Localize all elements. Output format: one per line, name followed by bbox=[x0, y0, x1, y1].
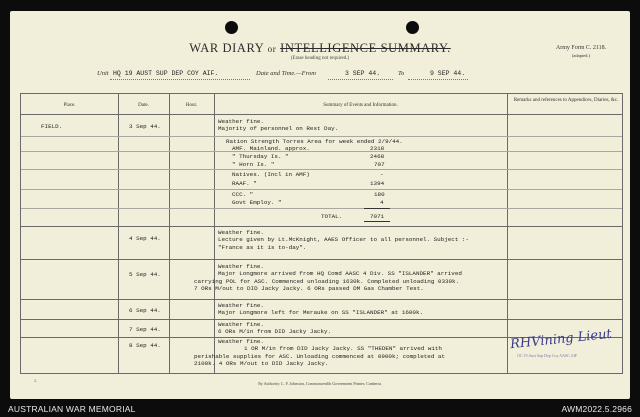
entry-line: Lecture given by Lt.McKnight, AAES Officer to all personnel. Subject :- bbox=[218, 236, 469, 244]
row-rule bbox=[21, 169, 622, 170]
date-time-label: Date and Time.—From bbox=[256, 70, 316, 77]
unit-value: HQ 19 AUST SUP DEP COY AIF. bbox=[113, 70, 219, 77]
ration-total-label: TOTAL. bbox=[321, 213, 343, 220]
entry-line: 2100k. 4 ORs M/out to DID Jacky Jacky. bbox=[194, 360, 329, 368]
row-rule bbox=[21, 299, 622, 300]
punch-hole bbox=[225, 21, 238, 34]
entry-line: Major Longmore left for Merauke on SS "ISLANDER" at 1600k. bbox=[218, 309, 424, 317]
total-rule-bottom bbox=[364, 221, 390, 222]
unit-stamp: OC 19 Aust Sup Dep Coy AASC AIF bbox=[517, 353, 578, 358]
entry-4-sep bbox=[218, 229, 469, 251]
archive-credit: AUSTRALIAN WAR MEMORIAL bbox=[8, 404, 136, 414]
ration-strength-title: Ration Strength Torres Area for week ended 2/9/44. bbox=[226, 138, 403, 145]
title-war-diary: WAR DIARY bbox=[189, 41, 264, 55]
row-rule bbox=[21, 319, 622, 320]
ration-amf-label: AMF. Mainland. approx. bbox=[232, 145, 310, 152]
entry-line: Major Longmore arrived from HQ Comd AASC 4 Div. SS "ISLANDER" arrived bbox=[218, 270, 462, 278]
ration-natives-value: - bbox=[380, 171, 384, 178]
date-3-sep: 3 Sep 44. bbox=[129, 123, 161, 130]
entry-8-sep bbox=[194, 338, 445, 368]
unit-dotted-line bbox=[110, 78, 250, 80]
war-diary-sheet bbox=[10, 11, 630, 399]
entry-line: 1 OR M/in from DID Jacky Jacky. SS "THEDEN" arrived with bbox=[244, 345, 442, 353]
unit-date-line bbox=[10, 70, 630, 82]
ration-raaf-value: 1394 bbox=[370, 180, 385, 187]
entry-line: Weather fine. bbox=[218, 118, 264, 125]
archive-accession-number: AWM2022.5.2966 bbox=[561, 404, 632, 414]
entry-line: Weather fine. bbox=[218, 229, 264, 236]
ration-ccc-label: CCC. " bbox=[232, 191, 254, 198]
punch-hole bbox=[406, 21, 419, 34]
erase-note: (Erase heading not required.) bbox=[290, 56, 350, 61]
row-rule bbox=[21, 208, 622, 209]
header-remarks: Remarks and references to Appendices, Diaries, &c. bbox=[513, 98, 619, 103]
entry-line: perishable supplies for ASC. Unloading commenced at 0900k; completed at bbox=[194, 352, 445, 360]
officer-signature: RHVining Lieut bbox=[509, 326, 613, 353]
header-rule bbox=[21, 114, 622, 115]
header-place: Place. bbox=[63, 103, 76, 108]
date-4-sep: 4 Sep 44. bbox=[129, 235, 161, 242]
footer-mark: 1. bbox=[34, 378, 37, 383]
entry-line: Weather fine. bbox=[218, 321, 264, 328]
date-5-sep: 5 Sep 44. bbox=[129, 271, 161, 278]
entry-line: Weather fine. bbox=[218, 338, 264, 345]
row-rule bbox=[21, 226, 622, 227]
row-rule bbox=[21, 136, 622, 137]
entry-line: "France as it is to-day". bbox=[218, 243, 307, 251]
total-rule-top bbox=[364, 208, 390, 209]
form-ref-text: Army Form C. 2118. bbox=[555, 45, 607, 51]
header-summary: Summary of Events and Information. bbox=[323, 103, 398, 108]
ration-govt-label: Govt Employ. " bbox=[232, 199, 282, 206]
to-label: To bbox=[398, 70, 405, 77]
form-reference bbox=[546, 44, 616, 60]
entry-5-sep bbox=[194, 263, 462, 293]
ration-horn-label: " Horn Is. " bbox=[232, 161, 275, 168]
printer-authority: By Authority: L. F. Johnston, Commonwealth Government Printer, Canberra. bbox=[258, 381, 382, 386]
place-field: FIELD. bbox=[41, 123, 63, 130]
header-hour: Hour. bbox=[185, 103, 198, 108]
ration-horn-value: 707 bbox=[374, 161, 385, 168]
unit-label: Unit bbox=[97, 70, 109, 77]
entry-line: 6 ORs M/in from DID Jacky Jacky. bbox=[218, 328, 332, 336]
row-rule bbox=[21, 189, 622, 190]
ration-ccc-value: 180 bbox=[374, 191, 385, 198]
ration-raaf-label: RAAF. " bbox=[232, 180, 257, 187]
ration-total-value: 7071 bbox=[370, 213, 385, 220]
entry-line: Weather fine. bbox=[218, 263, 264, 270]
row-rule bbox=[21, 151, 622, 152]
header-date: Date. bbox=[138, 103, 149, 108]
entry-6-sep bbox=[218, 302, 423, 317]
from-date-value: 3 SEP 44. bbox=[345, 70, 381, 77]
entry-line: Majority of personnel on Rest Day. bbox=[218, 125, 339, 133]
ration-natives-label: Natives. (Incl in AMF) bbox=[232, 171, 310, 178]
entry-7-sep bbox=[218, 321, 331, 336]
form-ref-sub: (adapted.) bbox=[571, 53, 591, 58]
ration-thursday-value: 2468 bbox=[370, 153, 385, 160]
diary-title bbox=[10, 41, 630, 56]
entry-3-sep bbox=[218, 118, 338, 133]
diary-table bbox=[20, 93, 623, 374]
ration-govt-value: 4 bbox=[380, 199, 384, 206]
title-or: or bbox=[267, 44, 277, 54]
ration-thursday-label: " Thursday Is. " bbox=[232, 153, 289, 160]
from-dotted-line bbox=[328, 78, 393, 80]
date-6-sep: 6 Sep 44. bbox=[129, 307, 161, 314]
date-7-sep: 7 Sep 44. bbox=[129, 326, 161, 333]
row-rule bbox=[21, 259, 622, 260]
entry-line: 7 ORs M/out to DID Jacky Jacky. 6 ORs passed DM Gas Chamber Test. bbox=[194, 285, 424, 293]
date-8-sep: 8 Sep 44. bbox=[129, 342, 161, 349]
to-date-value: 9 SEP 44. bbox=[430, 70, 466, 77]
ration-amf-value: 2318 bbox=[370, 145, 385, 152]
to-dotted-line bbox=[408, 78, 468, 80]
title-struck-intelligence-summary: INTELLIGENCE SUMMARY. bbox=[280, 41, 451, 55]
entry-line: Weather fine. bbox=[218, 302, 264, 309]
entry-line: carrying POL for ASC. Commenced unloading 1630k. Completed unloading 0330k. bbox=[194, 277, 460, 285]
